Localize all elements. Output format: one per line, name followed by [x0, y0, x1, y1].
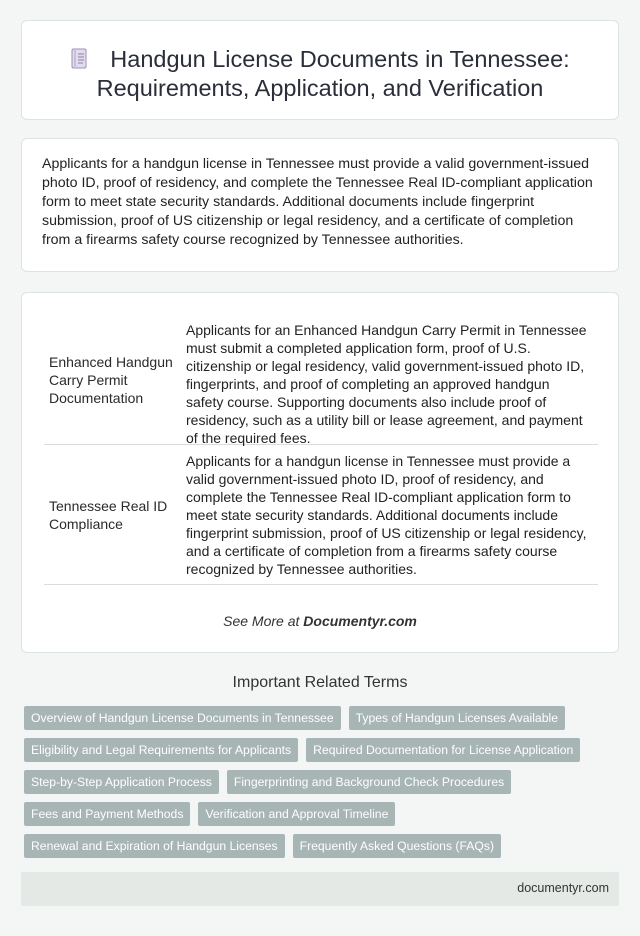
related-terms-list: [24, 706, 624, 866]
see-more-site[interactable]: Documentyr.com: [303, 613, 417, 629]
intro-paragraph: Applicants for a handgun license in Tennessee must provide a valid government-issued photo ID, proof of residency, and complete the Tennessee Real ID-compliant application form to meet state security standards. Additional documents include fingerprint submission, proof of US citizenship or legal residency, and a certificate of completion from a firearms safety course recognized by Tennessee authorities.: [42, 156, 593, 248]
page-title-line2: Requirements, Application, and Verification: [96, 75, 544, 101]
related-term-tag[interactable]: Types of Handgun Licenses Available: [349, 706, 565, 730]
related-term-tag[interactable]: Fingerprinting and Background Check Procedures: [227, 770, 511, 794]
page-title-line1: Handgun License Documents in Tennessee:: [22, 45, 618, 74]
footer-site-link[interactable]: documentyr.com: [517, 881, 609, 895]
see-more-link[interactable]: See More at Documentyr.com: [223, 613, 417, 629]
table-row: [44, 446, 598, 585]
related-term-tag[interactable]: Fees and Payment Methods: [24, 802, 190, 826]
table-row: [44, 315, 598, 445]
details-table-card: [21, 292, 619, 653]
related-term-tag[interactable]: Eligibility and Legal Requirements for Applicants: [24, 738, 298, 762]
related-term-tag[interactable]: Verification and Approval Timeline: [198, 802, 395, 826]
row-label: Tennessee Real ID Compliance: [49, 498, 168, 532]
related-term-tag[interactable]: Overview of Handgun License Documents in Tennessee: [24, 706, 341, 730]
title-card: [21, 20, 619, 120]
related-term-tag[interactable]: Required Documentation for License Application: [306, 738, 580, 762]
related-term-tag[interactable]: Frequently Asked Questions (FAQs): [293, 834, 501, 858]
intro-card: [21, 138, 619, 272]
row-description: Applicants for a handgun license in Tennessee must provide a valid government-issued photo ID, proof of residency, and complete the Tennessee Real ID-compliant application form to meet state security standards. Additional documents include fingerprint submission, proof of US citizenship or legal residency, and a certificate of completion from a firearms safety course recognized by Tennessee authorities.: [186, 453, 587, 577]
related-terms-heading: Important Related Terms: [232, 674, 408, 691]
page-title: [22, 45, 618, 103]
document-icon: [70, 48, 88, 70]
footer: [21, 872, 619, 906]
row-description: Applicants for an Enhanced Handgun Carry Permit in Tennessee must submit a completed application form, proof of U.S. citizenship or legal residency, valid government-issued photo ID, fingerprints, and proof of completing an approved handgun safety course. Supporting documents also include proof of residency, such as a utility bill or lease agreement, and payment of the required fees.: [186, 322, 587, 446]
row-label: Enhanced Handgun Carry Permit Documentation: [49, 353, 173, 406]
related-term-tag[interactable]: Renewal and Expiration of Handgun Licenses: [24, 834, 285, 858]
related-term-tag[interactable]: Step-by-Step Application Process: [24, 770, 219, 794]
